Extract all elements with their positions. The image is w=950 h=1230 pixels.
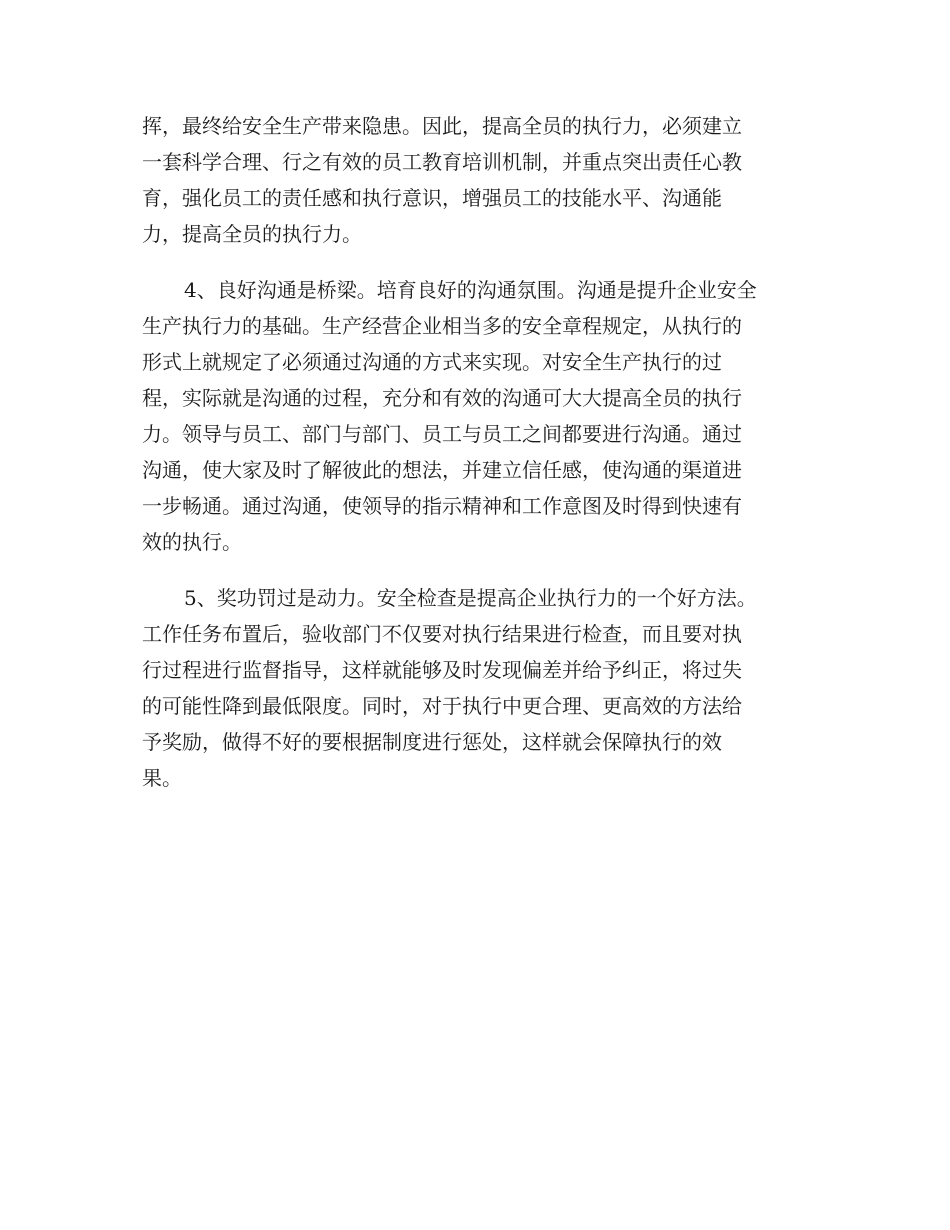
text-line: 生产执行力的基础。生产经营企业相当多的安全章程规定，从执行的 [142,314,742,338]
text-line: 程，实际就是沟通的过程，充分和有效的沟通可大大提高全员的执行 [142,386,742,410]
text-line: 形式上就规定了必须通过沟通的方式来实现。对安全生产执行的过 [142,350,722,374]
text-line: 予奖励，做得不好的要根据制度进行惩处，这样就会保障执行的效 [142,730,722,754]
text-line: 一套科学合理、行之有效的员工教育培训机制，并重点突出责任心教 [142,150,742,174]
text-line: 挥，最终给安全生产带来隐患。因此，提高全员的执行力，必须建立 [142,114,742,138]
text-line: 行过程进行监督指导，这样就能够及时发现偏差并给予纠正，将过失 [142,658,742,682]
paragraph-continuation [142,108,812,252]
document-body [142,108,812,816]
paragraph-rewards [142,580,812,796]
text-line: 育，强化员工的责任感和执行意识，增强员工的技能水平、沟通能 [142,186,722,210]
text-line: 5、奖功罚过是动力。安全检查是提高企业执行力的一个好方法。 [184,586,757,610]
text-line: 沟通，使大家及时了解彼此的想法，并建立信任感，使沟通的渠道进 [142,458,742,482]
text-line: 4、良好沟通是桥梁。培育良好的沟通氛围。沟通是提升企业安全 [184,278,757,302]
text-line: 工作任务布置后，验收部门不仅要对执行结果进行检查，而且要对执 [142,622,742,646]
text-line: 果。 [142,766,182,790]
text-line: 的可能性降到最低限度。同时，对于执行中更合理、更高效的方法给 [142,694,742,718]
paragraph-communication [142,272,812,560]
text-line: 力。领导与员工、部门与部门、员工与员工之间都要进行沟通。通过 [142,422,742,446]
text-line: 效的执行。 [142,530,242,554]
text-line: 力，提高全员的执行力。 [142,222,362,246]
text-line: 一步畅通。通过沟通，使领导的指示精神和工作意图及时得到快速有 [142,494,742,518]
